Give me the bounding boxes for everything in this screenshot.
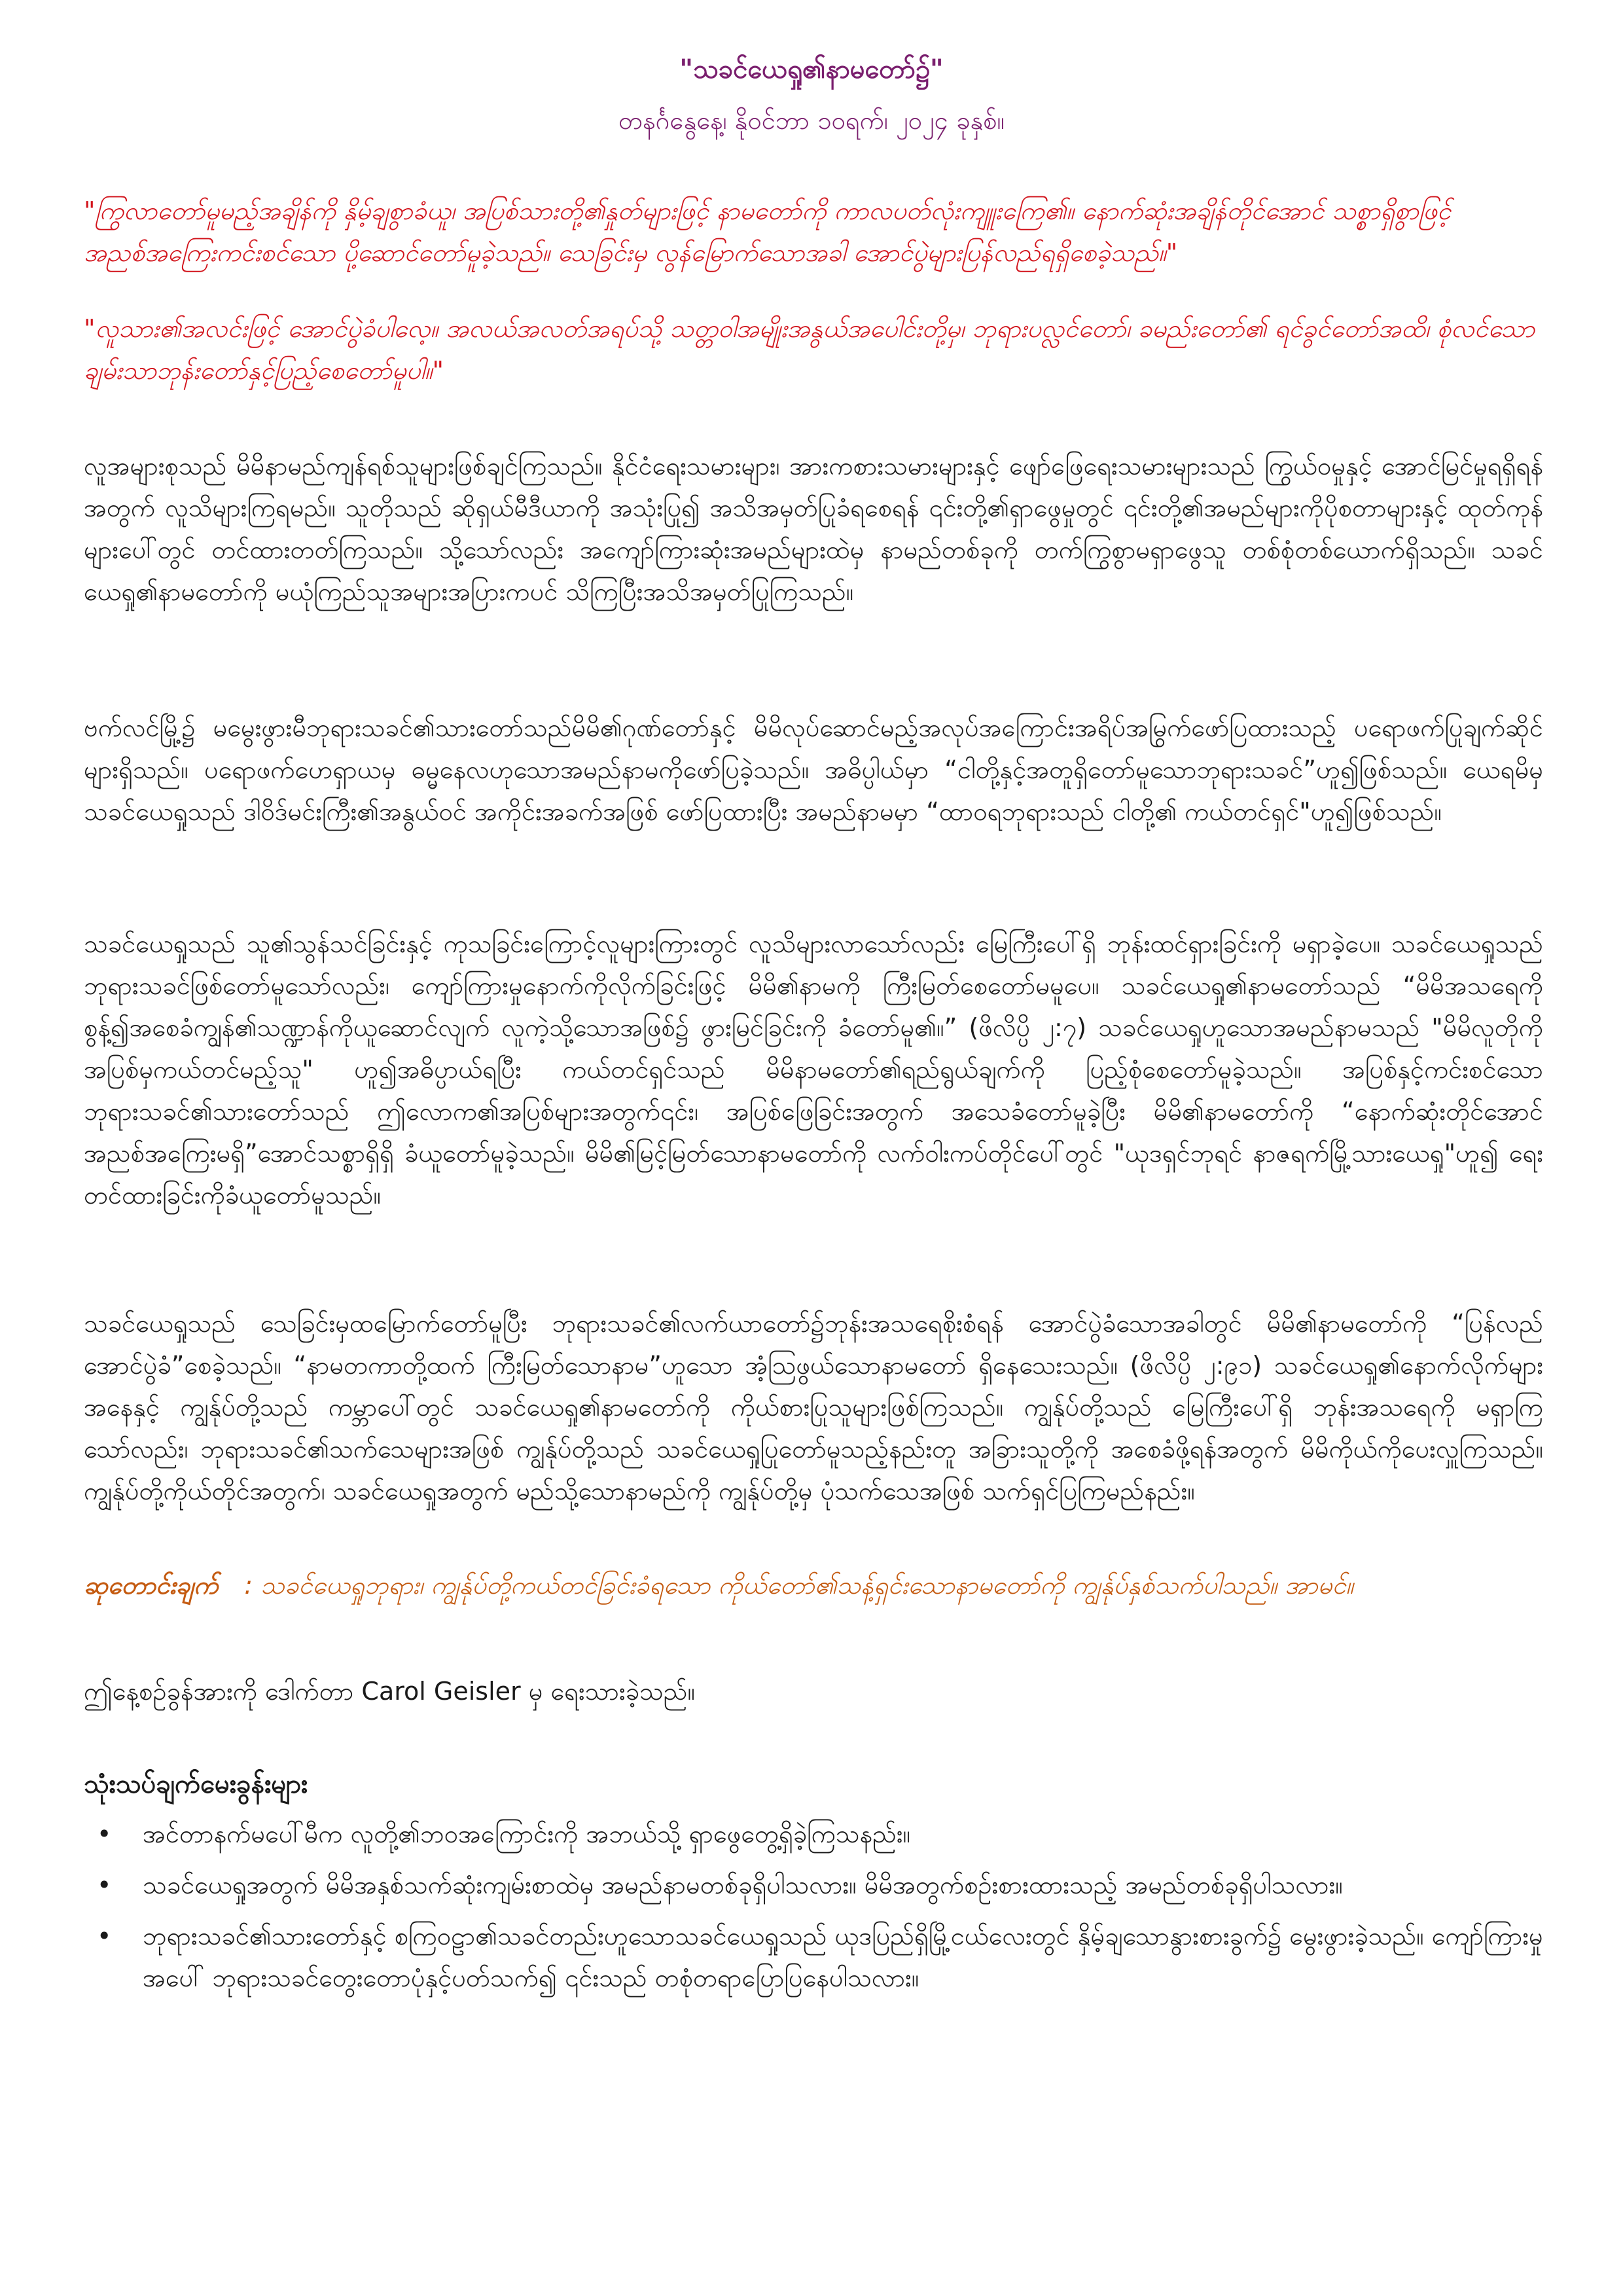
question-text: သခင်ယေရှုအတွက် မိမိအနှစ်သက်ဆုံးကျမ်းစာထဲမှ အမည်နာမတစ်ခုရှိပါသလား။ မိမိအတွက်စဉ်းစားထားသည့် အမည်တစ်ခုရှိပါသလား။ bbox=[143, 1871, 1343, 1899]
questions-list bbox=[84, 1813, 1543, 2008]
question-item bbox=[84, 1813, 1543, 1855]
body-paragraph-2: ဗက်လင်မြို့၌ မမွေးဖွားမီဘုရားသခင်၏သားတော်သည်မိမိ၏ဂုဏ်တော်နှင့် မိမိလုပ်ဆောင်မည့်အလုပ်အကြောင်းအရိပ်အမြွက်ဖော်ပြထားသည့် ပရောဖက်ပြုချက်ဆိုင်များရှိသည်။ ပရောဖက်ဟေရှာယမှ ဓမ္မနေလဟုသောအမည်နာမကိုဖော်ပြခဲ့သည်။ အဓိပ္ပါယ်မှာ “ငါတို့နှင့်အတူရှိတော်မူသောဘုရားသခင်”ဟူ၍ဖြစ်သည်။ ယေရမိမှ သခင်ယေရှုသည် ဒါဝိဒ်မင်းကြီး၏အနွယ်ဝင် အကိုင်းအခက်အဖြစ် ဖော်ပြထားပြီး အမည်နာမမှာ “ထာဝရဘုရားသည် ငါတို့၏ ကယ်တင်ရှင်"ဟူ၍ဖြစ်သည်။ bbox=[84, 713, 1543, 826]
bullet-icon: • bbox=[97, 1871, 112, 1899]
questions-heading: သုံးသပ်ချက်မေးခွန်းများ bbox=[84, 1769, 308, 1799]
quote-1: "ကြွလာတော်မူမည့်အချိန်ကို နှိမ့်ချစွာခံယူ၊ အပြစ်သားတို့၏နှုတ်များဖြင့် နာမတော်ကို ကာလပတ်လုံးကျူးကြေ၏။ နောက်ဆုံးအချိန်တိုင်အောင် သစ္စာရှိစွာဖြင့် အညစ်အကြေးကင်းစင်သော ပို့ဆောင်တော်မူခဲ့သည်။ သေခြင်းမှ လွန်မြောက်သောအခါ အောင်ပွဲများပြန်လည်ရရှိစေခဲ့သည်။" bbox=[84, 196, 1452, 267]
quote-2: "လူသား၏အလင်းဖြင့် အောင်ပွဲခံပါလေ့။ အလယ်အလတ်အရပ်သို့ သတ္တဝါအမျိုးအနွယ်အပေါင်းတို့မှ၊ ဘုရားပလ္လင်တော်၊ ခမည်းတော်၏ ရင်ခွင်တော်အထိ၊ စုံလင်သော ချမ်းသာဘုန်းတော်နှင့်ပြည့်စေတော်မူပါ။" bbox=[84, 314, 1535, 385]
bullet-icon: • bbox=[97, 1820, 112, 1848]
body-paragraph-1: လူအများစုသည် မိမိနာမည်ကျန်ရစ်သူများဖြစ်ချင်ကြသည်။ နိုင်ငံရေးသမားများ၊ အားကစားသမားများနှင့် ဖျော်ဖြေရေးသမားများသည် ကြွယ်ဝမှုနှင့် အောင်မြင်မှုရရှိရန်အတွက် လူသိများကြရမည်။ သူတိုသည် ဆိုရှယ်မီဒီယာကို အသုံးပြု၍ အသိအမှတ်ပြုခံရစေရန် ၎င်းတို့၏ရှာဖွေမှုတွင် ၎င်းတို့၏အမည်များကိုပိုစတာများနှင့် ထုတ်ကုန်များပေါ်တွင် တင်ထားတတ်ကြသည်။ သို့သော်လည်း အကျော်ကြားဆုံးအမည်များထဲမှ နာမည်တစ်ခုကို တက်ကြွစွာမရှာဖွေသူ တစ်စုံတစ်ယောက်ရှိသည်။ သခင်ယေရှု၏နာမတော်ကို မယုံကြည်သူအများအပြားကပင် သိကြပြီးအသိအမှတ်ပြုကြသည်။ bbox=[84, 452, 1543, 606]
page-title: "သခင်ယေရှု၏နာမတော်၌" bbox=[679, 54, 944, 84]
question-text: ဘုရားသခင်၏သားတော်နှင့် စကြဝဠာ၏သခင်တည်းဟူသောသခင်ယေရှုသည် ယုဒပြည်ရှိမြို့ငယ်လေးတွင် နှိမ့်ချသောနွားစားခွက်၌ မွေးဖွားခဲ့သည်။ ကျော်ကြားမှုအပေါ် ဘုရားသခင်တွေးတောပုံနှင့်ပတ်သက်၍ ၎င်းသည် တစုံတရာပြောပြနေပါသလား။ bbox=[143, 1922, 1543, 1992]
page-date: တနင်္ဂနွေနေ့၊ နိုဝင်ဘာ ၁၀ရက်၊ ၂၀၂၄ ခုနှစ်။ bbox=[618, 106, 1005, 135]
question-item bbox=[84, 1864, 1543, 1906]
author-line: ဤနေ့စဉ်ခွန်အားကို ဒေါက်တာ Carol Geisler မှ ရေးသားခဲ့သည်။ bbox=[84, 1677, 695, 1706]
body-paragraph-3: သခင်ယေရှုသည် သူ၏သွန်သင်ခြင်းနှင့် ကုသခြင်းကြောင့်လူများကြားတွင် လူသိများလာသော်လည်း မြေကြီးပေါ်ရှိ ဘုန်းထင်ရှားခြင်းကို မရှာခဲ့ပေ။ သခင်ယေရှုသည် ဘုရားသခင်ဖြစ်တော်မူသော်လည်း၊ ကျော်ကြားမှုနောက်ကိုလိုက်ခြင်းဖြင့် မိမိ၏နာမကို ကြီးမြတ်စေတော်မမူပေ။ သခင်ယေရှု၏နာမတော်သည် “မိမိအသရေကိုစွန့်၍အစေခံကျွန်၏သဏ္ဍာန်ကိုယူဆောင်လျက် လူကဲ့သို့သောအဖြစ်၌ ဖွားမြင်ခြင်းကို ခံတော်မူ၏။” (ဖိလိပ္ပိ ၂:၇) သခင်ယေရှုဟူသောအမည်နာမသည် "မိမိလူတိုကို အပြစ်မှကယ်တင်မည့်သူ" ဟူ၍အဓိပ္ပာယ်ရပြီး ကယ်တင်ရှင်သည် မိမိနာမတော်၏ရည်ရွယ်ချက်ကို ပြည့်စုံစေတော်မူခဲ့သည်။ အပြစ်နှင့်ကင်းစင်သောဘုရားသခင်၏သားတော်သည် ဤလောက၏အပြစ်များအတွက်၎င်း၊ အပြစ်ဖြေခြင်းအတွက် အသေခံတော်မူခဲ့ပြီး မိမိ၏နာမတော်ကို “နောက်ဆုံးတိုင်အောင် အညစ်အကြေးမရှိ”အောင်သစ္စာရှိရှိ ခံယူတော်မူခဲ့သည်။ မိမိ၏မြင့်မြတ်သောနာမတော်ကို လက်ဝါးကပ်တိုင်ပေါ်တွင် "ယုဒရှင်ဘုရင် နာဇရက်မြို့သားယေရှု"ဟူ၍ ရေးတင်ထားခြင်းကိုခံယူတော်မူသည်။ bbox=[84, 929, 1543, 1210]
prayer-text: : သခင်ယေရှုဘုရား၊ ကျွန်ုပ်တို့ကယ်တင်ခြင်းခံရသော ကိုယ်တော်၏သန့်ရှင်းသောနာမတော်ကို ကျွန်ုပ်နှစ်သက်ပါသည်။ အာမင်။ bbox=[244, 1571, 1354, 1600]
bullet-icon: • bbox=[97, 1922, 112, 1950]
prayer-label: ဆုတောင်းချက် bbox=[84, 1571, 219, 1600]
question-text: အင်တာနက်မပေါ်မီက လူတို့၏ဘဝအကြောင်းကို အဘယ်သို့ ရှာဖွေတွေ့ရှိခဲ့ကြသနည်း။ bbox=[143, 1820, 911, 1848]
body-paragraph-4: သခင်ယေရှုသည် သေခြင်းမှထမြောက်တော်မူပြီး ဘုရားသခင်၏လက်ယာတော်၌ဘုန်းအသရေစိုးစံရန် အောင်ပွဲခံသောအခါတွင် မိမိ၏နာမတော်ကို “ပြန်လည်အောင်ပွဲခံ”စေခဲ့သည်။ “နာမတကာတို့ထက် ကြီးမြတ်သောနာမ”ဟူသော အံ့ဩဖွယ်သောနာမတော် ရှိနေသေးသည်။ (ဖိလိပ္ပိ ၂:၉၁) သခင်ယေရှု၏နောက်လိုက်များအနေနှင့် ကျွန်ုပ်တို့သည် ကမ္ဘာပေါ်တွင် သခင်ယေရှု၏နာမတော်ကို ကိုယ်စားပြုသူများဖြစ်ကြသည်။ ကျွန်ုပ်တို့သည် မြေကြီးပေါ်ရှိ ဘုန်းအသရေကို မရှာကြသော်လည်း၊ ဘုရားသခင်၏သက်သေများအဖြစ် ကျွန်ုပ်တို့သည် သခင်ယေရှုပြုတော်မူသည့်နည်းတူ အခြားသူတို့ကို အစေခံဖို့ရန်အတွက် မိမိကိုယ်ကိုပေးလှူကြသည်။ ကျွန်ုပ်တို့ကိုယ်တိုင်အတွက်၊ သခင်ယေရှုအတွက် မည်သို့သောနာမည်ကို ကျွန်ုပ်တို့မှ ပုံသက်သေအဖြစ် သက်ရှင်ပြကြမည်နည်း။ bbox=[84, 1309, 1543, 1505]
prayer bbox=[84, 1564, 1543, 1606]
question-item bbox=[84, 1915, 1543, 1999]
